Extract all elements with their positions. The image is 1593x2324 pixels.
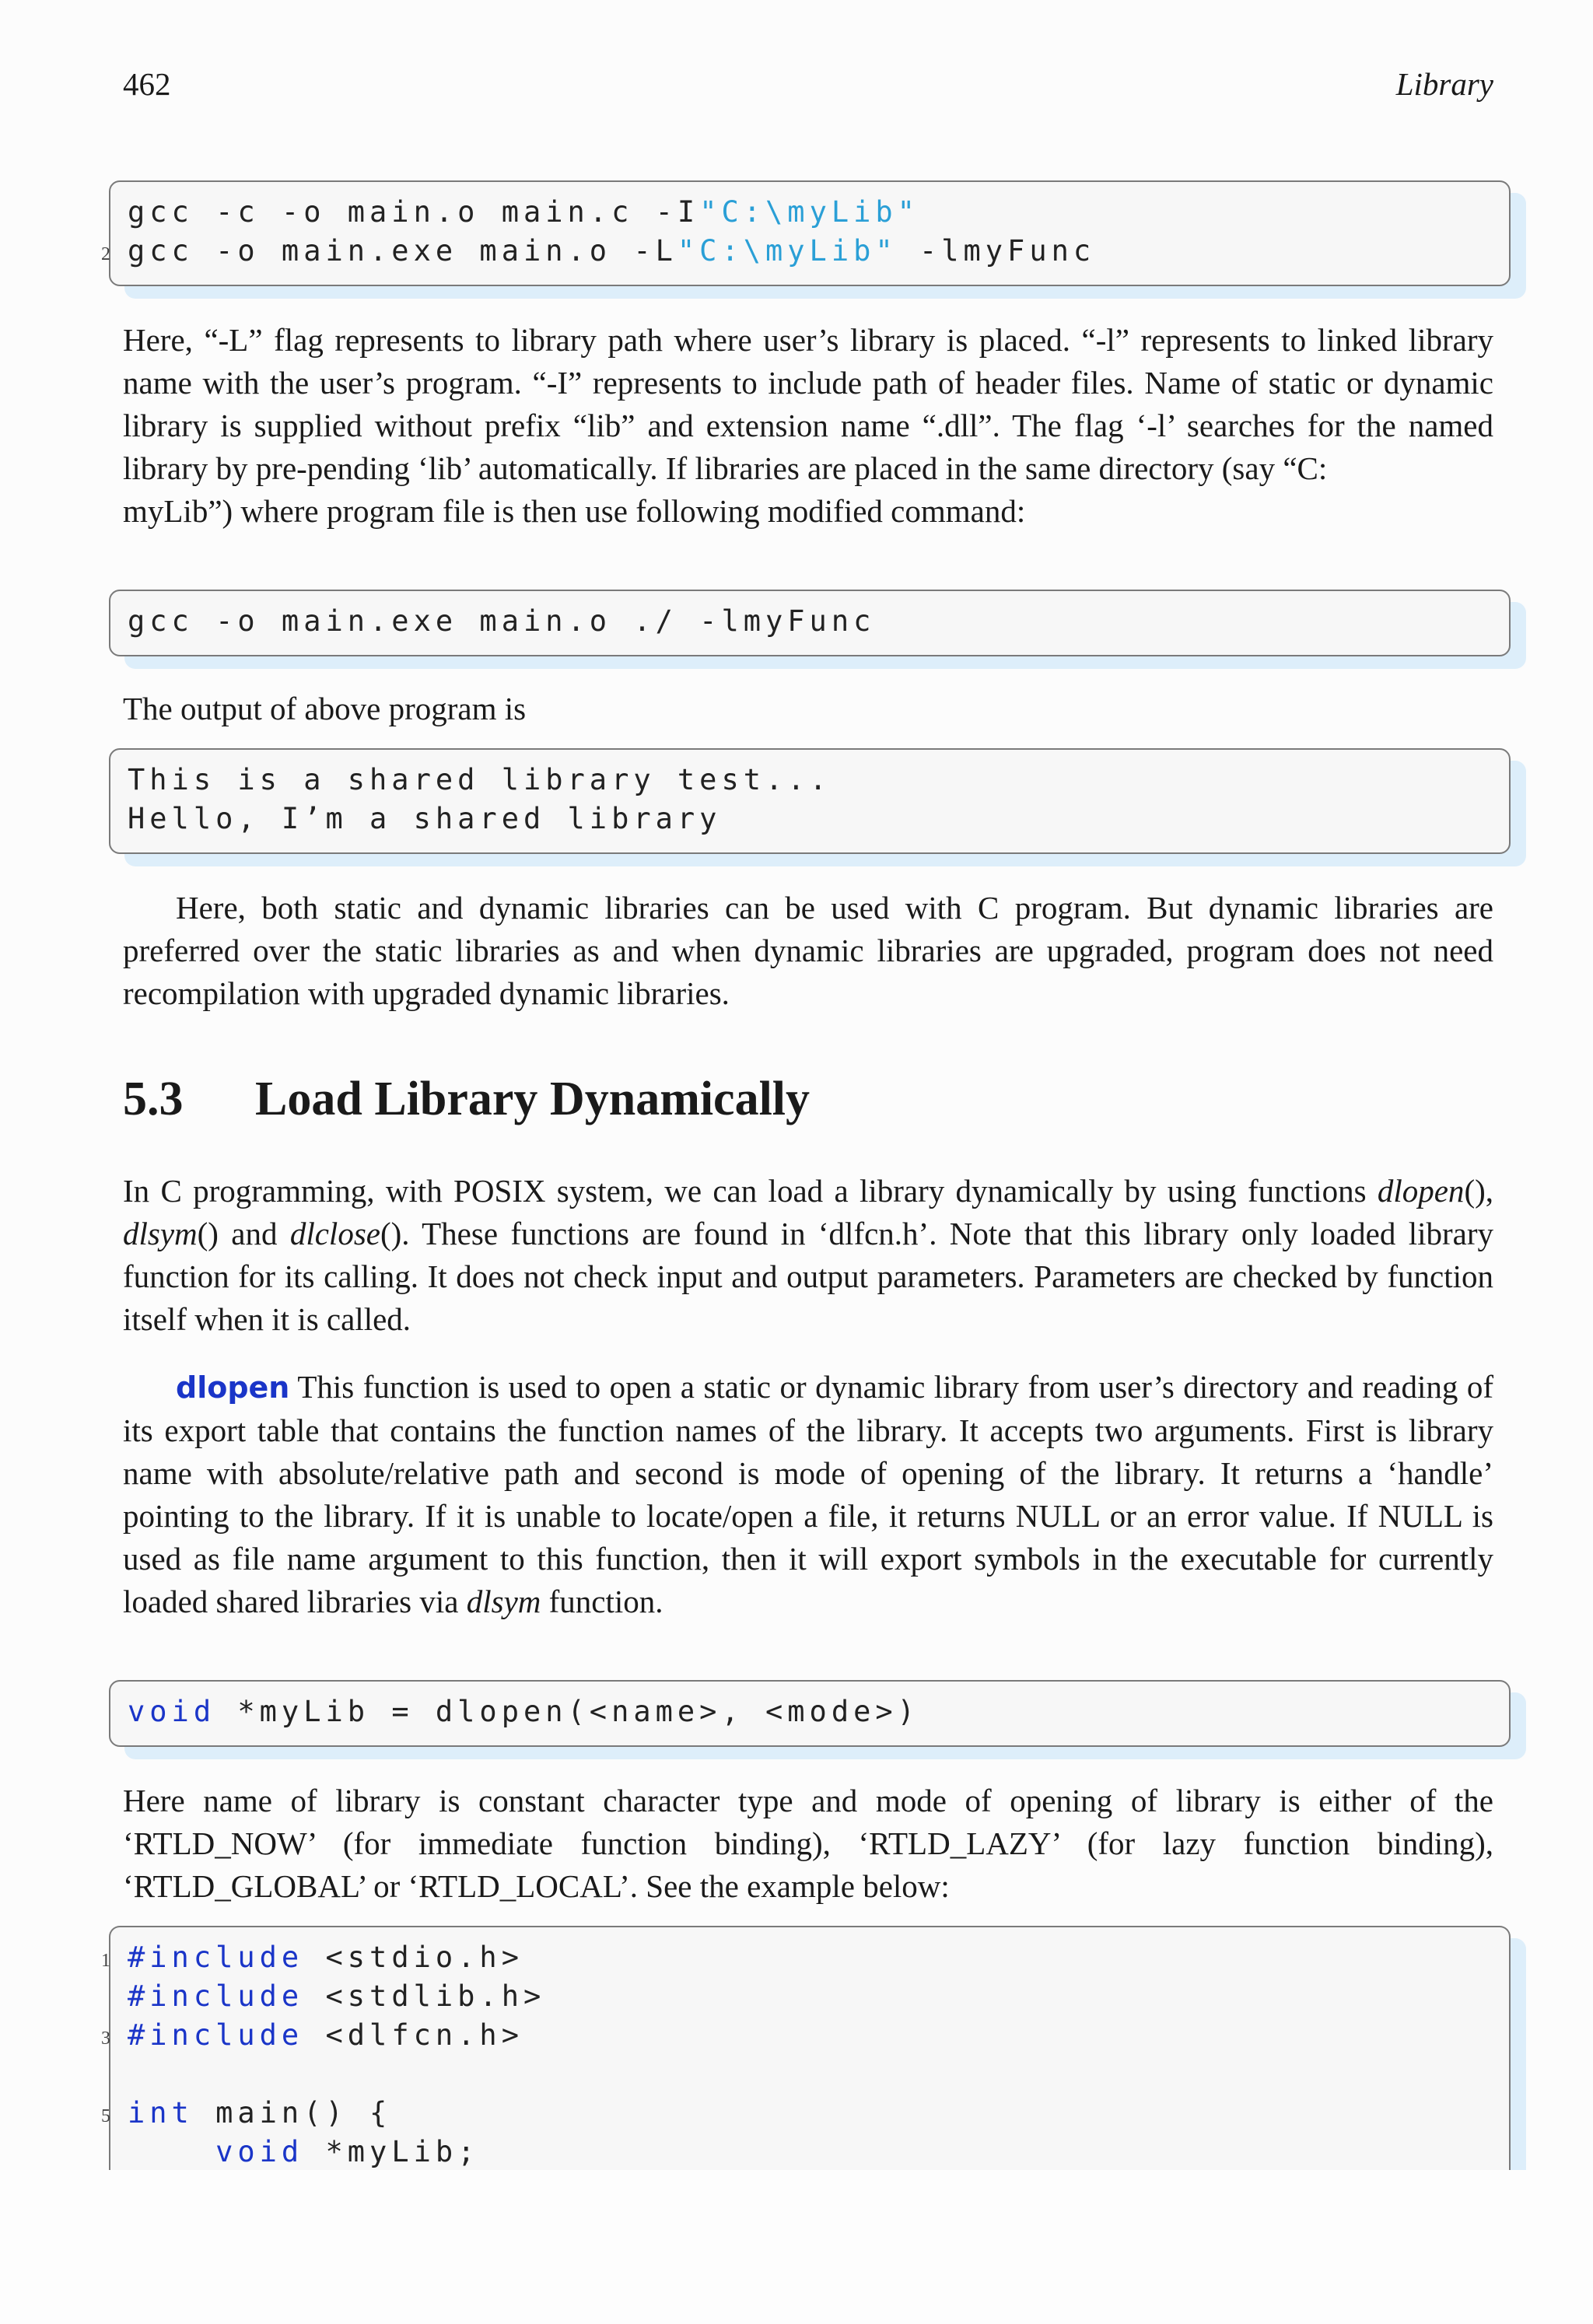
section-number: 5.3 bbox=[123, 1073, 184, 1125]
section-title: Load Library Dynamically bbox=[255, 1073, 811, 1125]
page-number: 462 bbox=[123, 66, 171, 102]
code-line bbox=[128, 800, 1509, 838]
code-text: gcc -c -o main.o main.c -I bbox=[128, 195, 700, 229]
code-keyword: #include bbox=[128, 1979, 304, 2013]
section-heading bbox=[123, 1072, 810, 1127]
posix-text-b: (), bbox=[1464, 1173, 1493, 1209]
code-text: Hello, I’m a shared library bbox=[128, 802, 722, 835]
fn-dlclose: dlclose bbox=[289, 1216, 380, 1251]
code-line bbox=[128, 193, 1509, 232]
code-line bbox=[101, 1938, 1509, 1977]
dlopen-tail: function. bbox=[541, 1584, 663, 1619]
code-string: "C:\myLib" bbox=[699, 195, 919, 229]
code-line bbox=[101, 2094, 1509, 2133]
code-text: -lmyFunc bbox=[897, 234, 1096, 268]
code-line bbox=[101, 2016, 1509, 2055]
paragraph-posix bbox=[123, 1170, 1493, 1341]
posix-text-c: () and bbox=[197, 1216, 290, 1251]
paragraph-flags bbox=[123, 319, 1493, 533]
code-text bbox=[128, 2135, 215, 2168]
code-text: main() { bbox=[193, 2096, 392, 2130]
line-number: 1 bbox=[101, 1951, 110, 1971]
code-keyword: int bbox=[128, 2096, 194, 2130]
code-line bbox=[128, 1692, 1509, 1731]
paragraph-flags-text: Here, “-L” flag represents to library path where user’s library is placed. “-l” represents to linked library name with the user’s program. “-I” represents to include path of header files. Name of static or dynamic library is supplied without prefix “lib” and extension name “.dll”. The flag ‘-l’ searches for the named library by pre-pending ‘lib’ automatically. If libraries are placed in the same directory (say “C: bbox=[123, 322, 1493, 486]
code-line bbox=[128, 761, 1509, 800]
fn-dlopen: dlopen bbox=[1377, 1173, 1465, 1209]
paragraph-output-intro: The output of above program is bbox=[123, 691, 527, 726]
line-number: 2 bbox=[101, 244, 110, 264]
code-block-example bbox=[101, 1926, 1511, 2182]
dlopen-text: This function is used to open a static or dynamic library from user’s directory and reading of its export table that contains the function names of the library. It accepts two arguments. First is library name with absolute/relative path and second is mode of opening of the library. It returns a ‘handle’ pointing to the library. If it is unable to locate/open a file, it returns NULL or an error value. If NULL is used as file name argument to this function, then it will export symbols in the executable for currently loaded shared libraries via bbox=[123, 1369, 1493, 1619]
posix-text-a: In C programming, with POSIX system, we can load a library dynamically by using functions bbox=[123, 1173, 1378, 1209]
code-keyword: #include bbox=[128, 2018, 304, 2052]
dlsym-italic: dlsym bbox=[466, 1584, 541, 1619]
paragraph-dlopen bbox=[123, 1366, 1493, 1623]
code-text: *myLib = dlopen(<name>, <mode>) bbox=[215, 1695, 919, 1728]
line-number: 3 bbox=[101, 2028, 110, 2049]
running-title: Library bbox=[1395, 66, 1493, 102]
code-keyword: void bbox=[128, 1695, 216, 1728]
code-line bbox=[101, 232, 1509, 271]
paragraph-static-dynamic: Here, both static and dynamic libraries can be used with C program. But dynamic libraries are preferred over the static libraries as and when dynamic libraries are upgraded, program does not need recompilation with upgraded dynamic libraries. bbox=[123, 890, 1493, 1011]
posix-text-d: (). These functions are found in ‘dlfcn.h’. Note that this library only loaded library function for its calling. It does not check input and output parameters. Parameters are checked by function itself when it is called. bbox=[123, 1216, 1493, 1337]
fn-dlsym: dlsym bbox=[123, 1216, 198, 1251]
code-text: <stdio.h> bbox=[303, 1941, 523, 1974]
page-bottom-margin bbox=[0, 2170, 1593, 2324]
code-line bbox=[128, 2133, 1509, 2172]
dlopen-label: dlopen bbox=[176, 1370, 290, 1405]
code-line bbox=[128, 602, 1509, 641]
code-text: <dlfcn.h> bbox=[303, 2018, 523, 2052]
code-text: *myLib; bbox=[303, 2135, 480, 2168]
code-block-output bbox=[109, 748, 1511, 854]
code-text: gcc -o main.exe main.o ./ -lmyFunc bbox=[128, 604, 876, 638]
code-block-dlopen-call bbox=[109, 1680, 1511, 1747]
code-block-compile bbox=[101, 180, 1511, 286]
paragraph-flags-text-cont: myLib”) where program file is then use following modified command: bbox=[123, 493, 1026, 529]
code-line bbox=[128, 2055, 1509, 2094]
paragraph-modes: Here name of library is constant character type and mode of opening of library is either of the ‘RTLD_NOW’ (for immediate function binding), ‘RTLD_LAZY’ (for lazy function binding), ‘RTLD_GLOBAL’ or ‘RTLD_LOCAL’. See the example below: bbox=[123, 1783, 1493, 1904]
code-text: This is a shared library test... bbox=[128, 763, 832, 796]
code-line bbox=[128, 1977, 1509, 2016]
code-block-link-local bbox=[109, 590, 1511, 656]
line-number: 5 bbox=[101, 2106, 110, 2126]
code-keyword: #include bbox=[128, 1941, 304, 1974]
code-text: <stdlib.h> bbox=[303, 1979, 546, 2013]
code-keyword: void bbox=[215, 2135, 304, 2168]
code-string: "C:\myLib" bbox=[677, 234, 898, 268]
code-text: gcc -o main.exe main.o -L bbox=[128, 234, 677, 268]
